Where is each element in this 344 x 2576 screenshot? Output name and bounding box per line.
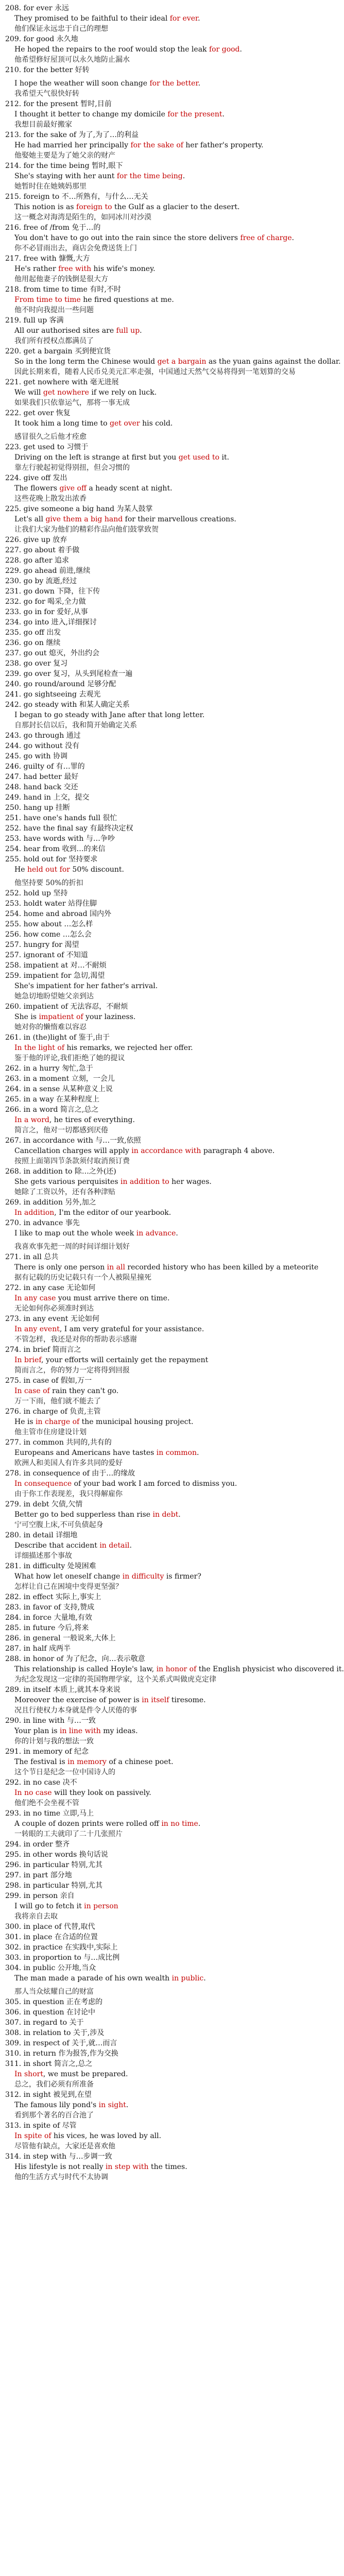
phrase-entry: 253. have words with 与…争吵	[5, 835, 115, 843]
example-sentence: Driving on the left is strange at first but you get used to it.	[14, 453, 230, 462]
example-sentence: All our authorised sites are full up.	[14, 327, 142, 335]
chinese-translation: 怎样让自己在困境中变得更坚强？	[14, 1583, 123, 1591]
phrase-entry: 224. give off 发出	[5, 474, 67, 482]
chinese-translation: 一转眼的工夫就印了二十几张照片	[14, 1830, 123, 1838]
phrase-entry: 259. impatient for 急切,渴望	[5, 972, 105, 980]
phrase-entry: 223. get used to 习惯于	[5, 443, 89, 451]
chinese-translation: 那人当众炫耀自己的财富	[14, 1988, 94, 1996]
example-sentence: You don't have to go out into the rain since the store delivers free of charge.	[14, 234, 295, 242]
example-sentence: She is impatient of your laziness.	[14, 1013, 136, 1021]
phrase-entry: 264. in a sense 从某种意义上说	[5, 1085, 113, 1093]
phrase-entry: 278. in consequence of 由于…的缘故	[5, 1469, 135, 1478]
phrase-entry: 289. in itself 本质上,就其本身来说	[5, 1686, 121, 1694]
phrase-entry: 253. holdt water 站得住脚	[5, 900, 97, 908]
chinese-translation: 简言之，他对一切都感到厌倦	[14, 1126, 108, 1134]
example-sentence: He is in charge of the municipal housing project.	[14, 1418, 194, 1426]
chinese-translation: 为纪念发现这一定律的英国物理学家，这个关系式叫做虎克定律	[14, 1675, 216, 1684]
phrase-entry: 286. in general 一般说来,大体上	[5, 1634, 116, 1642]
phrase-entry: 299. in person 亲自	[5, 1892, 75, 1900]
chinese-translation: 欧洲人和美国人有许多共同的爱好	[14, 1459, 123, 1467]
phrase-entry: 240. go round/around 足够分配	[5, 680, 116, 688]
chinese-translation: 况且行使权力本身就是件令人厌倦的事	[14, 1706, 137, 1715]
phrase-entry: 219. full up 客满	[5, 316, 64, 325]
chinese-translation: 我将亲自去取	[14, 1912, 58, 1921]
phrase-entry: 304. in public 公开地,当众	[5, 1964, 96, 1972]
phrase-entry: 293. in no time 立即,马上	[5, 1809, 94, 1818]
phrase-entry: 238. go over 复习	[5, 659, 68, 668]
phrase-entry: 290. in line with 与…一致	[5, 1717, 96, 1725]
chinese-translation: 他用起他妻子的钱倒是很大方	[14, 275, 108, 283]
example-sentence: Better go to bed supperless than rise in debt.	[14, 1511, 181, 1519]
example-sentence: Let's all give them a big hand for their marvellous creations.	[14, 515, 236, 523]
chinese-translation: 这个节日是纪念一位中国诗人的	[14, 1768, 115, 1776]
phrase-entry: 311. in short 简言之,总之	[5, 2060, 93, 2068]
phrase-entry: 310. in return 作为报答,作为交换	[5, 2049, 118, 2058]
chinese-translation: 总之，我们必须有所准备	[14, 2080, 94, 2089]
phrase-entry: 297. in part 部分地	[5, 1871, 72, 1879]
phrase-entry: 308. in relation to 关于,涉及	[5, 2029, 105, 2037]
phrase-entry: 254. hear from 收到…的来信	[5, 845, 106, 853]
phrase-entry: 213. for the sake of 为了,为了…的利益	[5, 131, 139, 139]
example-sentence: The man made a parade of his own wealth in public.	[14, 1974, 206, 1982]
phrase-entry: 280. in detail 详细地	[5, 1531, 78, 1539]
chinese-translation: 鉴于他的评论,我们拒绝了她的提议	[14, 1054, 125, 1062]
example-sentence: It took him a long time to get over his cold.	[14, 419, 173, 428]
chinese-translation: 万一下雨，他们就不能去了	[14, 1397, 101, 1405]
phrase-entry: 306. in question 在讨论中	[5, 2008, 96, 2016]
phrase-entry: 281. in difficulty 处境困难	[5, 1562, 96, 1570]
phrase-entry: 272. in any case 无论如何	[5, 1284, 96, 1292]
example-sentence: What how let oneself change in difficulty is firmer?	[14, 1572, 201, 1581]
phrase-entry: 214. for the time being 暂时,眼下	[5, 162, 123, 170]
chinese-translation: 她急切地盼望她父亲到达	[14, 992, 94, 1001]
chinese-translation: 我喜欢事先把一周的时间详细计划好	[14, 1243, 130, 1251]
phrase-entry: 269. in addition 另外,加之	[5, 1198, 96, 1207]
phrase-entry: 275. in case of 假如,万一	[5, 1377, 92, 1385]
chinese-translation: 尽管他有缺点，大家还是喜欢他	[14, 2142, 115, 2150]
chinese-translation: 她对你的懒惰难以容忍	[14, 1023, 87, 1031]
phrase-entry: 241. go sightseeing 去观光	[5, 690, 101, 699]
example-sentence: In any case you must arrive there on time.	[14, 1294, 170, 1302]
chinese-translation: 据有记载的历史记载只有一个人被陨星撞死	[14, 1274, 151, 1282]
phrase-entry: 212. for the present 暂时,目前	[5, 100, 112, 108]
chinese-translation: 他希望修好屋顶可以永久地防止漏水	[14, 56, 130, 64]
example-sentence: His lifestyle is not really in step with the times.	[14, 2163, 187, 2171]
example-sentence: In addition, I'm the editor of our yearbook.	[14, 1209, 171, 1217]
phrase-entry: 255. hold out for 坚持要求	[5, 855, 98, 863]
phrase-entry: 255. how about …怎么样	[5, 920, 93, 928]
phrase-entry: 313. in spite of 尽管	[5, 2122, 77, 2130]
phrase-entry: 251. have one's hands full 很忙	[5, 814, 117, 822]
chinese-translation: 他主管市住房建设计划	[14, 1428, 87, 1436]
phrase-entry: 225. give someone a big hand 为某人鼓掌	[5, 505, 153, 513]
phrase-entry: 208. for ever 永远	[5, 4, 69, 12]
example-sentence: He had married her principally for the sake of her father's property.	[14, 141, 264, 149]
phrase-entry: 218. from time to time 有时,不时	[5, 285, 121, 294]
phrase-entry: 243. go through 通过	[5, 732, 81, 740]
phrase-entry: 252. have the final say 有最终决定权	[5, 824, 133, 833]
example-sentence: This notion is as foreign to the Gulf as a glacier to the desert.	[14, 203, 240, 211]
phrase-entry: 256. how come …怎么会	[5, 930, 92, 939]
phrase-entry: 307. in regard to 关于	[5, 2019, 84, 2027]
phrase-entry: 249. hand in 上交，提交	[5, 793, 90, 802]
phrase-entry: 274. in brief 简而言之	[5, 1346, 81, 1354]
phrase-entry: 288. in honor of 为了纪念，向…表示敬意	[5, 1655, 145, 1663]
example-sentence: In no case will they look on passively.	[14, 1789, 151, 1797]
phrase-entry: 230. go by 流逝,经过	[5, 577, 77, 585]
phrase-entry: 263. in a moment 立刻，一会儿	[5, 1075, 115, 1083]
chinese-translation: 这一概念对海湾是陌生的，如同冰川对沙漠	[14, 213, 151, 222]
chinese-translation: 我希望天气很快好转	[14, 90, 79, 98]
phrase-entry: 221. get nowhere with 毫无进展	[5, 378, 119, 386]
example-sentence: From time to time he fired questions at me.	[14, 296, 174, 304]
phrase-entry: 284. in force 大量地,有效	[5, 1614, 92, 1622]
example-sentence: She's staying with her aunt for the time being.	[14, 172, 185, 180]
example-sentence: She gets various perquisites in addition to her wages.	[14, 1178, 212, 1186]
example-sentence: I thought it better to change my domicile for the present.	[14, 110, 225, 118]
phrase-entry: 248. hand back 交还	[5, 783, 78, 791]
phrase-entry: 242. go steady with 和某人确定关系	[5, 701, 130, 709]
phrase-entry: 228. go after 追求	[5, 556, 70, 565]
phrase-entry: 303. in proportion to 与…成比例	[5, 1954, 120, 1962]
example-sentence: This relationship is called Hoyle's law, in honor of the English physicist who discovered it.	[14, 1665, 344, 1673]
phrase-entry: 258. impatient at 对…不耐烦	[5, 961, 107, 970]
example-sentence: I like to map out the whole week in advance.	[14, 1229, 178, 1238]
phrase-entry: 262. in a hurry 匆忙,急于	[5, 1064, 93, 1073]
phrase-entry: 210. for the better 好转	[5, 66, 90, 74]
phrase-entry: 309. in respect of 关于,就…而言	[5, 2039, 117, 2047]
phrase-entry: 233. go in for 爱好,从事	[5, 608, 88, 616]
phrase-entry: 277. in common 共同的,共有的	[5, 1438, 112, 1447]
phrase-entry: 209. for good 永久地	[5, 35, 78, 43]
phrase-entry: 305. in question 正在考虑的	[5, 1998, 103, 2006]
chinese-translation: 因此长期来看，随着人民币兑美元汇率走强，中国通过天然气交易将得到一笔划算的交易	[14, 368, 296, 376]
phrase-entry: 226. give up 放弃	[5, 536, 67, 544]
phrase-entry: 237. go out 熄灭，外出约会	[5, 649, 99, 657]
chinese-translation: 感冒很久之后他才痊愈	[14, 433, 87, 441]
chinese-translation: 他娶她主要是为了她父亲的财产	[14, 151, 115, 160]
chinese-translation: 他坚持要 50%的折扣	[14, 879, 83, 887]
example-sentence: He held out for 50% discount.	[14, 866, 124, 874]
example-sentence: In consequence of your bad work I am forced to dismiss you.	[14, 1480, 237, 1488]
example-sentence: There is only one person in all recorded history who has been killed by a meteorite	[14, 1263, 319, 1272]
example-sentence: Europeans and Americans have tastes in common.	[14, 1449, 199, 1457]
phrase-entry: 235. go off 出发	[5, 629, 61, 637]
phrase-entry: 268. in addition to 除…之外(还)	[5, 1167, 116, 1176]
chinese-translation: 由于你工作表现差，我只得解雇你	[14, 1490, 123, 1498]
example-sentence: I began to go steady with Jane after that long letter.	[14, 711, 205, 719]
example-sentence: I will go to fetch it in person	[14, 1902, 118, 1910]
phrase-entry: 294. in order 整齐	[5, 1840, 70, 1849]
example-sentence: Cancellation charges will apply in accordance with paragraph 4 above.	[14, 1147, 275, 1155]
example-sentence: He hoped the repairs to the roof would stop the leak for good.	[14, 45, 242, 54]
phrase-entry: 260. impatient of 无法容忍，不耐烦	[5, 1003, 128, 1011]
example-sentence: The festival is in memory of a chinese poet.	[14, 1758, 174, 1766]
chinese-translation: 他们绝不会坐视不管	[14, 1799, 79, 1807]
example-sentence: She's impatient for her father's arrival.	[14, 982, 158, 990]
example-sentence: In spite of his vices, he was loved by all.	[14, 2132, 162, 2140]
phrase-entry: 292. in no case 决不	[5, 1778, 77, 1787]
phrase-entry: 265. in a way 在某种程度上	[5, 1095, 100, 1104]
chinese-translation: 如果我们只依靠运气，那将一事无成	[14, 399, 130, 407]
chinese-translation: 靠左行驶起初觉得别扭，但会习惯的	[14, 464, 130, 472]
example-sentence: He's rather free with his wife's money.	[14, 265, 156, 273]
phrase-entry: 216. free of /from 免于…的	[5, 224, 101, 232]
example-sentence: Moreover the exercise of power is in itself tiresome.	[14, 1696, 206, 1704]
phrase-entry: 222. get over 恢复	[5, 409, 71, 417]
chinese-translation: 自那封长信以后，我和简开始确定关系	[14, 721, 137, 730]
phrase-entry: 271. in all 总共	[5, 1253, 59, 1261]
chinese-translation: 你不必冒雨出去，商店会免费送货上门	[14, 244, 137, 252]
phrase-entry: 232. go for 喝采,全力做	[5, 598, 86, 606]
phrase-entry: 295. in other words 换句话说	[5, 1851, 108, 1859]
phrase-entry: 215. foreign to 不…所熟有，与什么…无关	[5, 193, 148, 201]
phrase-entry: 270. in advance 事先	[5, 1219, 80, 1227]
phrase-entry: 302. in practice 在实践中,实际上	[5, 1943, 118, 1952]
example-sentence: In a word, he tires of everything.	[14, 1116, 135, 1124]
chinese-translation: 这些花晚上散发出浓香	[14, 495, 87, 503]
chinese-translation: 详细描述那个事故	[14, 1552, 72, 1560]
example-sentence: The flowers give off a heady scent at night.	[14, 484, 173, 493]
phrase-entry: 301. in place 在合适的位置	[5, 1933, 98, 1941]
chinese-translation: 我们所有授权点都满员了	[14, 337, 94, 345]
phrase-entry: 239. go over 复习，从头到尾检查一遍	[5, 670, 133, 678]
example-sentence: In brief, your efforts will certainly get the repayment	[14, 1356, 209, 1364]
example-sentence: We will get nowhere if we rely on luck.	[14, 388, 157, 397]
phrase-entry: 285. in future 今后,将来	[5, 1624, 89, 1632]
chinese-translation: 简而言之，你的努力一定将得到回报	[14, 1366, 130, 1375]
phrase-entry: 283. in favor of 支持,赞成	[5, 1603, 95, 1612]
example-sentence: So in the long term the Chinese would get a bargain as the yuan gains against the dollar.	[14, 358, 341, 366]
example-sentence: A couple of dozen prints were rolled off in no time.	[14, 1820, 201, 1828]
phrase-entry: 236. go on 继续	[5, 639, 61, 647]
phrase-entry: 246. guilty of 有…罪的	[5, 762, 85, 771]
chinese-translation: 我想目前最好搬家	[14, 121, 72, 129]
example-sentence: In short, we must be prepared.	[14, 2070, 128, 2078]
phrase-entry: 267. in accordance with 与…一致,依照	[5, 1137, 141, 1145]
chinese-translation: 让我们大家为他们的精彩作品向他们鼓掌致贺	[14, 526, 159, 534]
phrase-entry: 273. in any event 无论如何	[5, 1315, 99, 1323]
phrase-entry: 234. go into 进入,详细探讨	[5, 618, 97, 626]
chinese-translation: 他不时向我提出一些问题	[14, 306, 94, 314]
phrase-entry: 252. hold up 坚持	[5, 889, 68, 897]
chinese-translation: 宁可空腹上床,不可负债起身	[14, 1521, 104, 1529]
chinese-translation: 她暂时住在她姨妈那里	[14, 182, 87, 191]
phrase-entry: 276. in charge of 负责,主管	[5, 1408, 101, 1416]
chinese-translation: 无论如何你必须准时到达	[14, 1304, 94, 1313]
phrase-entry: 250. hang up 挂断	[5, 804, 70, 812]
chinese-translation: 她除了工资以外，还有各种津贴	[14, 1188, 115, 1196]
phrase-entry: 314. in step with 与…步调一致	[5, 2153, 112, 2161]
phrase-entry: 266. in a word 简言之,总之	[5, 1106, 99, 1114]
chinese-translation: 他的生活方式与时代不太协调	[14, 2173, 108, 2181]
phrase-entry: 231. go down 下降，往下传	[5, 587, 100, 596]
chinese-translation: 不管怎样，我还是对你的帮助表示感谢	[14, 1335, 137, 1344]
phrase-entry: 245. go with 协调	[5, 752, 68, 760]
example-sentence: They promised to be faithful to their ideal for ever.	[14, 14, 200, 23]
chinese-translation: 按照上面第四节条款须付取消预订费	[14, 1157, 130, 1165]
example-sentence: Describe that accident in detail.	[14, 1541, 132, 1550]
example-sentence: I hope the weather will soon change for the better.	[14, 79, 201, 88]
phrase-entry: 291. in memory of 纪念	[5, 1748, 89, 1756]
phrase-entry: 287. in half 成两半	[5, 1645, 71, 1653]
phrase-entry: 300. in place of 代替,取代	[5, 1923, 95, 1931]
phrase-entry: 261. in (the)light of 鉴于,由于	[5, 1033, 110, 1042]
example-sentence: In any event, I am very grateful for your assistance.	[14, 1325, 204, 1333]
chinese-translation: 看到那个著名的百合池了	[14, 2111, 94, 2120]
phrase-entry: 227. go about 着手做	[5, 546, 80, 554]
chinese-translation: 你的计划与我的想法一致	[14, 1737, 94, 1745]
example-sentence: In case of rain they can't go.	[14, 1387, 119, 1395]
phrase-entry: 244. go without 没有	[5, 742, 80, 750]
example-sentence: In the light of his remarks, we rejected her offer.	[14, 1044, 193, 1052]
phrase-entry: 257. ignorant of 不知道	[5, 951, 88, 959]
phrase-entry: 312. in sight 被见到,在望	[5, 2091, 92, 2099]
phrase-entry: 296. in particular 特别,尤其	[5, 1861, 102, 1869]
example-sentence: Your plan is in line with my ideas.	[14, 1727, 138, 1735]
phrase-entry: 282. in effect 实际上,事实上	[5, 1593, 101, 1601]
phrase-entry: 279. in debt 欠债,欠情	[5, 1500, 83, 1509]
phrase-entry: 247. had better 最好	[5, 773, 79, 781]
phrase-entry: 217. free with 慷慨,大方	[5, 255, 90, 263]
phrase-entry: 298. in particular 特别,尤其	[5, 1882, 102, 1890]
chinese-translation: 他们保证永远忠于自己的理想	[14, 25, 108, 33]
phrase-entry: 229. go ahead 前进,继续	[5, 567, 91, 575]
phrase-entry: 220. get a bargain 买到便宜货	[5, 347, 111, 355]
phrase-entry: 254. home and abroad 国内外	[5, 910, 112, 918]
phrase-entry: 257. hungry for 渴望	[5, 941, 79, 949]
example-sentence: The famous lily pond's in sight.	[14, 2101, 129, 2109]
